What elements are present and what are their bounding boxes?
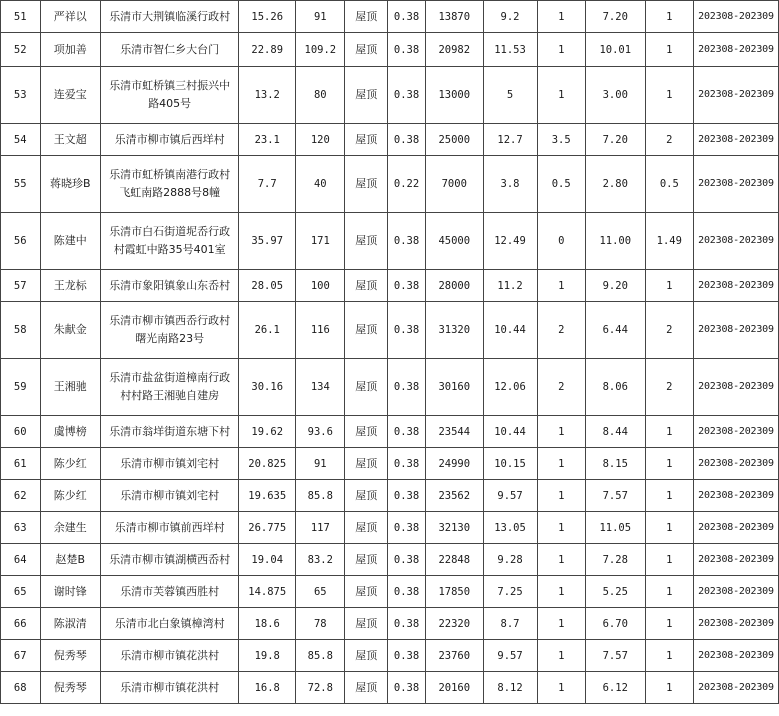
table-row bbox=[1, 576, 779, 608]
cell-fee-1: 1 bbox=[537, 448, 585, 480]
cell-area: 26.775 bbox=[239, 512, 296, 544]
cell-fee-3: 2 bbox=[645, 359, 693, 416]
cell-generation: 30160 bbox=[426, 359, 483, 416]
cell-name: 严祥以 bbox=[40, 1, 101, 33]
cell-period: 202308-202309 bbox=[693, 359, 778, 416]
cell-generation: 45000 bbox=[426, 213, 483, 270]
cell-income: 9.57 bbox=[483, 480, 537, 512]
table-row bbox=[1, 416, 779, 448]
cell-capacity: 78 bbox=[296, 608, 345, 640]
cell-capacity: 93.6 bbox=[296, 416, 345, 448]
cell-ratio: 0.38 bbox=[388, 672, 426, 704]
cell-install-type: 屋顶 bbox=[345, 124, 388, 156]
cell-number: 66 bbox=[1, 608, 41, 640]
cell-income: 3.8 bbox=[483, 156, 537, 213]
cell-income: 10.15 bbox=[483, 448, 537, 480]
cell-install-type: 屋顶 bbox=[345, 359, 388, 416]
cell-name: 王文超 bbox=[40, 124, 101, 156]
cell-name: 赵楚B bbox=[40, 544, 101, 576]
cell-name: 陈少红 bbox=[40, 448, 101, 480]
cell-period: 202308-202309 bbox=[693, 124, 778, 156]
table-row bbox=[1, 608, 779, 640]
cell-generation: 32130 bbox=[426, 512, 483, 544]
cell-capacity: 109.2 bbox=[296, 33, 345, 67]
cell-fee-1: 1 bbox=[537, 416, 585, 448]
cell-ratio: 0.22 bbox=[388, 156, 426, 213]
cell-fee-2: 7.57 bbox=[585, 480, 645, 512]
cell-generation: 23544 bbox=[426, 416, 483, 448]
cell-fee-1: 1 bbox=[537, 576, 585, 608]
cell-fee-2: 7.57 bbox=[585, 640, 645, 672]
cell-fee-1: 1 bbox=[537, 544, 585, 576]
cell-name: 余建生 bbox=[40, 512, 101, 544]
cell-number: 62 bbox=[1, 480, 41, 512]
cell-fee-1: 1 bbox=[537, 270, 585, 302]
cell-period: 202308-202309 bbox=[693, 448, 778, 480]
cell-fee-2: 11.05 bbox=[585, 512, 645, 544]
cell-address: 乐清市柳市镇湖横西岙村 bbox=[101, 544, 239, 576]
cell-fee-3: 1 bbox=[645, 270, 693, 302]
cell-income: 12.7 bbox=[483, 124, 537, 156]
cell-fee-2: 8.44 bbox=[585, 416, 645, 448]
cell-address: 乐清市柳市镇花洪村 bbox=[101, 672, 239, 704]
cell-income: 7.25 bbox=[483, 576, 537, 608]
cell-area: 23.1 bbox=[239, 124, 296, 156]
cell-fee-1: 3.5 bbox=[537, 124, 585, 156]
cell-capacity: 40 bbox=[296, 156, 345, 213]
cell-income: 10.44 bbox=[483, 416, 537, 448]
cell-number: 64 bbox=[1, 544, 41, 576]
cell-fee-3: 1 bbox=[645, 608, 693, 640]
table-row bbox=[1, 33, 779, 67]
cell-area: 30.16 bbox=[239, 359, 296, 416]
cell-period: 202308-202309 bbox=[693, 608, 778, 640]
cell-number: 55 bbox=[1, 156, 41, 213]
cell-number: 59 bbox=[1, 359, 41, 416]
cell-generation: 13870 bbox=[426, 1, 483, 33]
cell-area: 14.875 bbox=[239, 576, 296, 608]
cell-period: 202308-202309 bbox=[693, 512, 778, 544]
cell-fee-2: 3.00 bbox=[585, 67, 645, 124]
cell-fee-2: 9.20 bbox=[585, 270, 645, 302]
table-row bbox=[1, 512, 779, 544]
cell-address: 乐清市芙蓉镇西胜村 bbox=[101, 576, 239, 608]
cell-capacity: 85.8 bbox=[296, 480, 345, 512]
cell-generation: 23760 bbox=[426, 640, 483, 672]
cell-fee-1: 1 bbox=[537, 672, 585, 704]
cell-install-type: 屋顶 bbox=[345, 608, 388, 640]
cell-income: 12.49 bbox=[483, 213, 537, 270]
cell-address: 乐清市智仁乡大台门 bbox=[101, 33, 239, 67]
table-row bbox=[1, 359, 779, 416]
cell-address: 乐清市盐盆街道樟南行政村村路王湘驰自建房 bbox=[101, 359, 239, 416]
cell-number: 54 bbox=[1, 124, 41, 156]
cell-address: 乐清市柳市镇西岙行政村曙光南路23号 bbox=[101, 302, 239, 359]
cell-number: 63 bbox=[1, 512, 41, 544]
cell-install-type: 屋顶 bbox=[345, 640, 388, 672]
cell-generation: 13000 bbox=[426, 67, 483, 124]
table-row bbox=[1, 480, 779, 512]
cell-income: 11.53 bbox=[483, 33, 537, 67]
cell-ratio: 0.38 bbox=[388, 1, 426, 33]
cell-fee-2: 6.12 bbox=[585, 672, 645, 704]
table-row bbox=[1, 640, 779, 672]
table-row bbox=[1, 156, 779, 213]
cell-number: 53 bbox=[1, 67, 41, 124]
cell-fee-1: 1 bbox=[537, 608, 585, 640]
cell-area: 16.8 bbox=[239, 672, 296, 704]
cell-generation: 20982 bbox=[426, 33, 483, 67]
cell-address: 乐清市柳市镇后西垟村 bbox=[101, 124, 239, 156]
cell-ratio: 0.38 bbox=[388, 270, 426, 302]
cell-fee-1: 1 bbox=[537, 33, 585, 67]
cell-generation: 25000 bbox=[426, 124, 483, 156]
cell-income: 8.12 bbox=[483, 672, 537, 704]
cell-name: 陈淑清 bbox=[40, 608, 101, 640]
cell-address: 乐清市虹桥镇三村振兴中路405号 bbox=[101, 67, 239, 124]
cell-ratio: 0.38 bbox=[388, 480, 426, 512]
cell-install-type: 屋顶 bbox=[345, 512, 388, 544]
cell-fee-1: 1 bbox=[537, 1, 585, 33]
cell-number: 52 bbox=[1, 33, 41, 67]
cell-capacity: 100 bbox=[296, 270, 345, 302]
cell-income: 9.57 bbox=[483, 640, 537, 672]
cell-period: 202308-202309 bbox=[693, 672, 778, 704]
cell-ratio: 0.38 bbox=[388, 544, 426, 576]
cell-capacity: 91 bbox=[296, 448, 345, 480]
cell-capacity: 85.8 bbox=[296, 640, 345, 672]
cell-area: 35.97 bbox=[239, 213, 296, 270]
cell-capacity: 72.8 bbox=[296, 672, 345, 704]
cell-income: 12.06 bbox=[483, 359, 537, 416]
cell-period: 202308-202309 bbox=[693, 270, 778, 302]
cell-install-type: 屋顶 bbox=[345, 672, 388, 704]
cell-fee-3: 1 bbox=[645, 33, 693, 67]
table-row bbox=[1, 672, 779, 704]
cell-fee-1: 1 bbox=[537, 67, 585, 124]
cell-income: 13.05 bbox=[483, 512, 537, 544]
table-row bbox=[1, 448, 779, 480]
cell-name: 虞博榜 bbox=[40, 416, 101, 448]
cell-area: 13.2 bbox=[239, 67, 296, 124]
cell-install-type: 屋顶 bbox=[345, 302, 388, 359]
cell-address: 乐清市虹桥镇南港行政村飞虹南路2888号8幢 bbox=[101, 156, 239, 213]
cell-fee-2: 5.25 bbox=[585, 576, 645, 608]
cell-fee-2: 2.80 bbox=[585, 156, 645, 213]
cell-address: 乐清市白石街道坭岙行政村霞虹中路35号401室 bbox=[101, 213, 239, 270]
cell-fee-3: 1 bbox=[645, 576, 693, 608]
cell-area: 19.04 bbox=[239, 544, 296, 576]
cell-fee-2: 7.20 bbox=[585, 124, 645, 156]
cell-fee-2: 6.44 bbox=[585, 302, 645, 359]
cell-fee-2: 7.20 bbox=[585, 1, 645, 33]
cell-area: 18.6 bbox=[239, 608, 296, 640]
cell-fee-3: 1 bbox=[645, 672, 693, 704]
cell-install-type: 屋顶 bbox=[345, 448, 388, 480]
cell-period: 202308-202309 bbox=[693, 67, 778, 124]
cell-fee-3: 2 bbox=[645, 124, 693, 156]
table-row bbox=[1, 1, 779, 33]
cell-ratio: 0.38 bbox=[388, 124, 426, 156]
cell-number: 58 bbox=[1, 302, 41, 359]
cell-name: 连爱宝 bbox=[40, 67, 101, 124]
cell-capacity: 65 bbox=[296, 576, 345, 608]
cell-generation: 31320 bbox=[426, 302, 483, 359]
cell-area: 20.825 bbox=[239, 448, 296, 480]
cell-number: 60 bbox=[1, 416, 41, 448]
cell-address: 乐清市柳市镇前西垟村 bbox=[101, 512, 239, 544]
cell-fee-2: 8.15 bbox=[585, 448, 645, 480]
cell-address: 乐清市柳市镇刘宅村 bbox=[101, 448, 239, 480]
cell-fee-3: 2 bbox=[645, 302, 693, 359]
table-row bbox=[1, 302, 779, 359]
cell-name: 谢时锋 bbox=[40, 576, 101, 608]
cell-ratio: 0.38 bbox=[388, 608, 426, 640]
cell-name: 陈建中 bbox=[40, 213, 101, 270]
cell-address: 乐清市大荆镇临溪行政村 bbox=[101, 1, 239, 33]
cell-fee-2: 7.28 bbox=[585, 544, 645, 576]
cell-ratio: 0.38 bbox=[388, 416, 426, 448]
cell-ratio: 0.38 bbox=[388, 302, 426, 359]
cell-generation: 23562 bbox=[426, 480, 483, 512]
cell-fee-3: 1 bbox=[645, 640, 693, 672]
cell-area: 26.1 bbox=[239, 302, 296, 359]
cell-fee-2: 8.06 bbox=[585, 359, 645, 416]
cell-capacity: 83.2 bbox=[296, 544, 345, 576]
table-row bbox=[1, 544, 779, 576]
cell-install-type: 屋顶 bbox=[345, 576, 388, 608]
cell-number: 67 bbox=[1, 640, 41, 672]
cell-period: 202308-202309 bbox=[693, 480, 778, 512]
cell-income: 11.2 bbox=[483, 270, 537, 302]
cell-install-type: 屋顶 bbox=[345, 67, 388, 124]
cell-address: 乐清市翁垟街道东塘下村 bbox=[101, 416, 239, 448]
cell-fee-2: 6.70 bbox=[585, 608, 645, 640]
cell-install-type: 屋顶 bbox=[345, 1, 388, 33]
cell-generation: 22848 bbox=[426, 544, 483, 576]
cell-capacity: 171 bbox=[296, 213, 345, 270]
cell-income: 8.7 bbox=[483, 608, 537, 640]
cell-install-type: 屋顶 bbox=[345, 416, 388, 448]
cell-install-type: 屋顶 bbox=[345, 480, 388, 512]
cell-number: 65 bbox=[1, 576, 41, 608]
cell-area: 7.7 bbox=[239, 156, 296, 213]
cell-period: 202308-202309 bbox=[693, 416, 778, 448]
cell-generation: 7000 bbox=[426, 156, 483, 213]
cell-ratio: 0.38 bbox=[388, 512, 426, 544]
cell-ratio: 0.38 bbox=[388, 359, 426, 416]
cell-install-type: 屋顶 bbox=[345, 33, 388, 67]
cell-install-type: 屋顶 bbox=[345, 156, 388, 213]
cell-capacity: 91 bbox=[296, 1, 345, 33]
cell-fee-3: 1 bbox=[645, 448, 693, 480]
cell-generation: 28000 bbox=[426, 270, 483, 302]
cell-fee-3: 1 bbox=[645, 512, 693, 544]
cell-fee-3: 1 bbox=[645, 544, 693, 576]
cell-name: 倪秀琴 bbox=[40, 640, 101, 672]
table-row bbox=[1, 213, 779, 270]
cell-period: 202308-202309 bbox=[693, 302, 778, 359]
cell-ratio: 0.38 bbox=[388, 576, 426, 608]
cell-fee-1: 0 bbox=[537, 213, 585, 270]
cell-ratio: 0.38 bbox=[388, 213, 426, 270]
cell-income: 10.44 bbox=[483, 302, 537, 359]
cell-period: 202308-202309 bbox=[693, 213, 778, 270]
cell-fee-1: 2 bbox=[537, 359, 585, 416]
table-body bbox=[1, 1, 779, 704]
cell-capacity: 80 bbox=[296, 67, 345, 124]
cell-address: 乐清市柳市镇刘宅村 bbox=[101, 480, 239, 512]
cell-income: 5 bbox=[483, 67, 537, 124]
cell-fee-3: 0.5 bbox=[645, 156, 693, 213]
cell-name: 蒋晓珍B bbox=[40, 156, 101, 213]
cell-generation: 24990 bbox=[426, 448, 483, 480]
cell-ratio: 0.38 bbox=[388, 67, 426, 124]
cell-period: 202308-202309 bbox=[693, 640, 778, 672]
cell-generation: 20160 bbox=[426, 672, 483, 704]
cell-address: 乐清市象阳镇象山东岙村 bbox=[101, 270, 239, 302]
cell-number: 68 bbox=[1, 672, 41, 704]
cell-capacity: 117 bbox=[296, 512, 345, 544]
cell-income: 9.2 bbox=[483, 1, 537, 33]
table-row bbox=[1, 270, 779, 302]
cell-capacity: 120 bbox=[296, 124, 345, 156]
cell-capacity: 134 bbox=[296, 359, 345, 416]
cell-name: 朱献金 bbox=[40, 302, 101, 359]
cell-fee-3: 1.49 bbox=[645, 213, 693, 270]
cell-install-type: 屋顶 bbox=[345, 213, 388, 270]
cell-fee-3: 1 bbox=[645, 1, 693, 33]
cell-fee-1: 1 bbox=[537, 640, 585, 672]
cell-income: 9.28 bbox=[483, 544, 537, 576]
cell-area: 15.26 bbox=[239, 1, 296, 33]
cell-period: 202308-202309 bbox=[693, 544, 778, 576]
cell-number: 57 bbox=[1, 270, 41, 302]
cell-number: 56 bbox=[1, 213, 41, 270]
cell-area: 19.8 bbox=[239, 640, 296, 672]
cell-ratio: 0.38 bbox=[388, 640, 426, 672]
cell-address: 乐清市北白象镇樟湾村 bbox=[101, 608, 239, 640]
cell-area: 19.635 bbox=[239, 480, 296, 512]
cell-area: 28.05 bbox=[239, 270, 296, 302]
cell-fee-2: 10.01 bbox=[585, 33, 645, 67]
cell-fee-3: 1 bbox=[645, 480, 693, 512]
cell-period: 202308-202309 bbox=[693, 1, 778, 33]
cell-area: 22.89 bbox=[239, 33, 296, 67]
cell-period: 202308-202309 bbox=[693, 33, 778, 67]
cell-fee-3: 1 bbox=[645, 67, 693, 124]
cell-ratio: 0.38 bbox=[388, 448, 426, 480]
cell-generation: 22320 bbox=[426, 608, 483, 640]
cell-fee-1: 0.5 bbox=[537, 156, 585, 213]
table-row bbox=[1, 67, 779, 124]
table-row bbox=[1, 124, 779, 156]
cell-fee-3: 1 bbox=[645, 416, 693, 448]
cell-fee-1: 1 bbox=[537, 480, 585, 512]
cell-number: 51 bbox=[1, 1, 41, 33]
cell-generation: 17850 bbox=[426, 576, 483, 608]
cell-fee-1: 1 bbox=[537, 512, 585, 544]
cell-ratio: 0.38 bbox=[388, 33, 426, 67]
cell-name: 陈少红 bbox=[40, 480, 101, 512]
cell-name: 项加善 bbox=[40, 33, 101, 67]
cell-install-type: 屋顶 bbox=[345, 270, 388, 302]
cell-area: 19.62 bbox=[239, 416, 296, 448]
cell-capacity: 116 bbox=[296, 302, 345, 359]
cell-name: 王湘驰 bbox=[40, 359, 101, 416]
cell-period: 202308-202309 bbox=[693, 156, 778, 213]
cell-name: 倪秀琴 bbox=[40, 672, 101, 704]
cell-name: 王龙标 bbox=[40, 270, 101, 302]
cell-fee-2: 11.00 bbox=[585, 213, 645, 270]
cell-address: 乐清市柳市镇花洪村 bbox=[101, 640, 239, 672]
cell-install-type: 屋顶 bbox=[345, 544, 388, 576]
cell-number: 61 bbox=[1, 448, 41, 480]
cell-period: 202308-202309 bbox=[693, 576, 778, 608]
cell-fee-1: 2 bbox=[537, 302, 585, 359]
